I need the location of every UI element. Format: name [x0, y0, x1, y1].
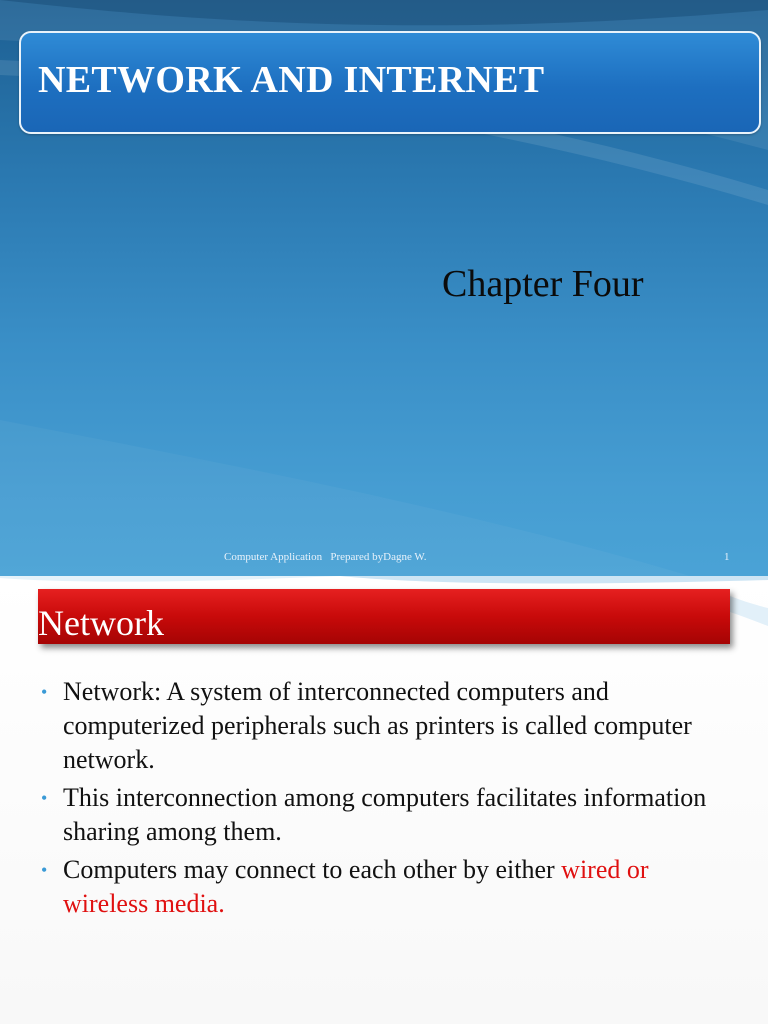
bullet-text: This interconnection among computers facilitates information sharing among them.	[63, 783, 707, 846]
bullet-list	[38, 675, 738, 925]
slide-footer: Computer Application Prepared byDagne W.	[224, 551, 427, 563]
list-item	[38, 781, 738, 849]
list-item	[38, 853, 738, 921]
bullet-icon: •	[41, 682, 48, 702]
bullet-icon: •	[41, 860, 48, 880]
highlight-text: wired or wireless media.	[63, 855, 649, 918]
bullet-icon: •	[41, 788, 48, 808]
list-item	[38, 675, 738, 777]
slide-title: NETWORK AND INTERNET	[38, 59, 545, 101]
slide-heading: Network	[38, 603, 164, 643]
bullet-text: Computers may connect to each other by either	[63, 855, 562, 884]
content-slide	[0, 576, 768, 1024]
bullet-text: Network: A system of interconnected computers and computerized peripherals such as printers is called computer network.	[63, 677, 692, 774]
page-number: 1	[724, 551, 730, 563]
slide-subtitle: Chapter Four	[442, 263, 644, 305]
